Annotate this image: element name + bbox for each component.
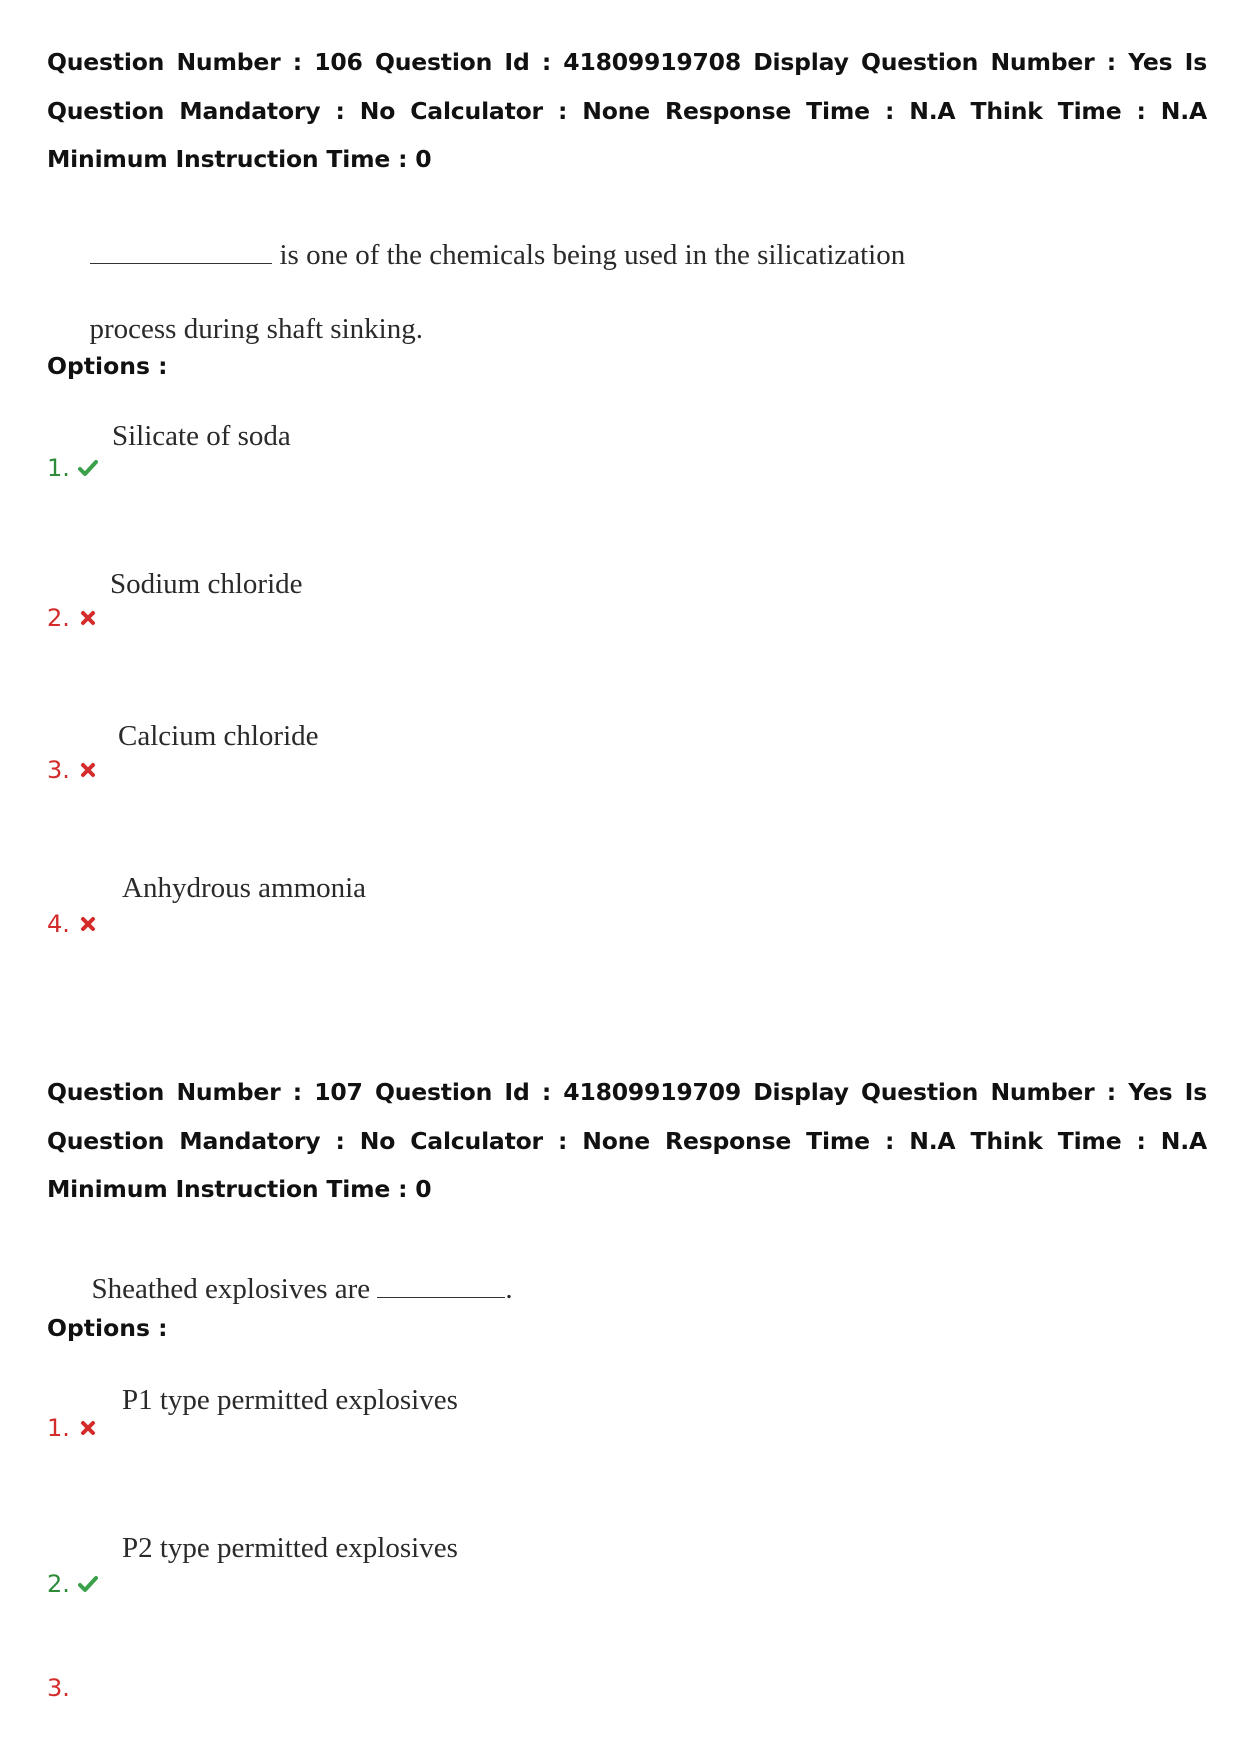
option-text: Calcium chloride: [118, 720, 319, 752]
question-header: Question Number : 107 Question Id : 41809919709 Display Question Number : Yes Is Question Mandatory : No Calculator : None Response Time : N.A Think Time : N.A Minimum Instruction Time : 0: [47, 1078, 1207, 1203]
option-text: Silicate of soda: [112, 420, 291, 452]
option-number: 3.: [47, 756, 98, 784]
options-label: Options :: [47, 352, 168, 380]
option-text: P1 type permitted explosives: [122, 1384, 458, 1416]
option-text: Sodium chloride: [110, 568, 303, 600]
cross-icon: [78, 760, 98, 780]
cross-icon: [78, 608, 98, 628]
question-text-line: [75, 206, 905, 272]
option-number: 4.: [47, 910, 98, 938]
question-text-line: [75, 280, 423, 346]
cross-icon: [78, 914, 98, 934]
check-icon: [78, 458, 98, 478]
question-text-line: [77, 1240, 513, 1306]
option-number: 3.: [47, 1674, 70, 1702]
cross-icon: [78, 1418, 98, 1438]
option-number: 1.: [47, 454, 98, 482]
question-text-end: .: [505, 1273, 513, 1305]
option-number: 1.: [47, 1414, 98, 1442]
question-text: Sheathed explosives are: [91, 1273, 371, 1305]
option-text: P2 type permitted explosives: [122, 1532, 458, 1564]
option-number: 2.: [47, 1570, 98, 1598]
option-text: Anhydrous ammonia: [122, 872, 367, 904]
question-text: process during shaft sinking.: [89, 313, 423, 345]
question-header: Question Number : 106 Question Id : 41809919708 Display Question Number : Yes Is Question Mandatory : No Calculator : None Response Time : N.A Think Time : N.A Minimum Instruction Time : 0: [47, 48, 1207, 173]
answer-blank: [90, 239, 272, 264]
options-label: Options :: [47, 1314, 168, 1342]
answer-blank: [377, 1273, 505, 1298]
check-icon: [78, 1574, 98, 1594]
option-number: 2.: [47, 604, 98, 632]
question-text: is one of the chemicals being used in the silicatization: [279, 239, 906, 271]
